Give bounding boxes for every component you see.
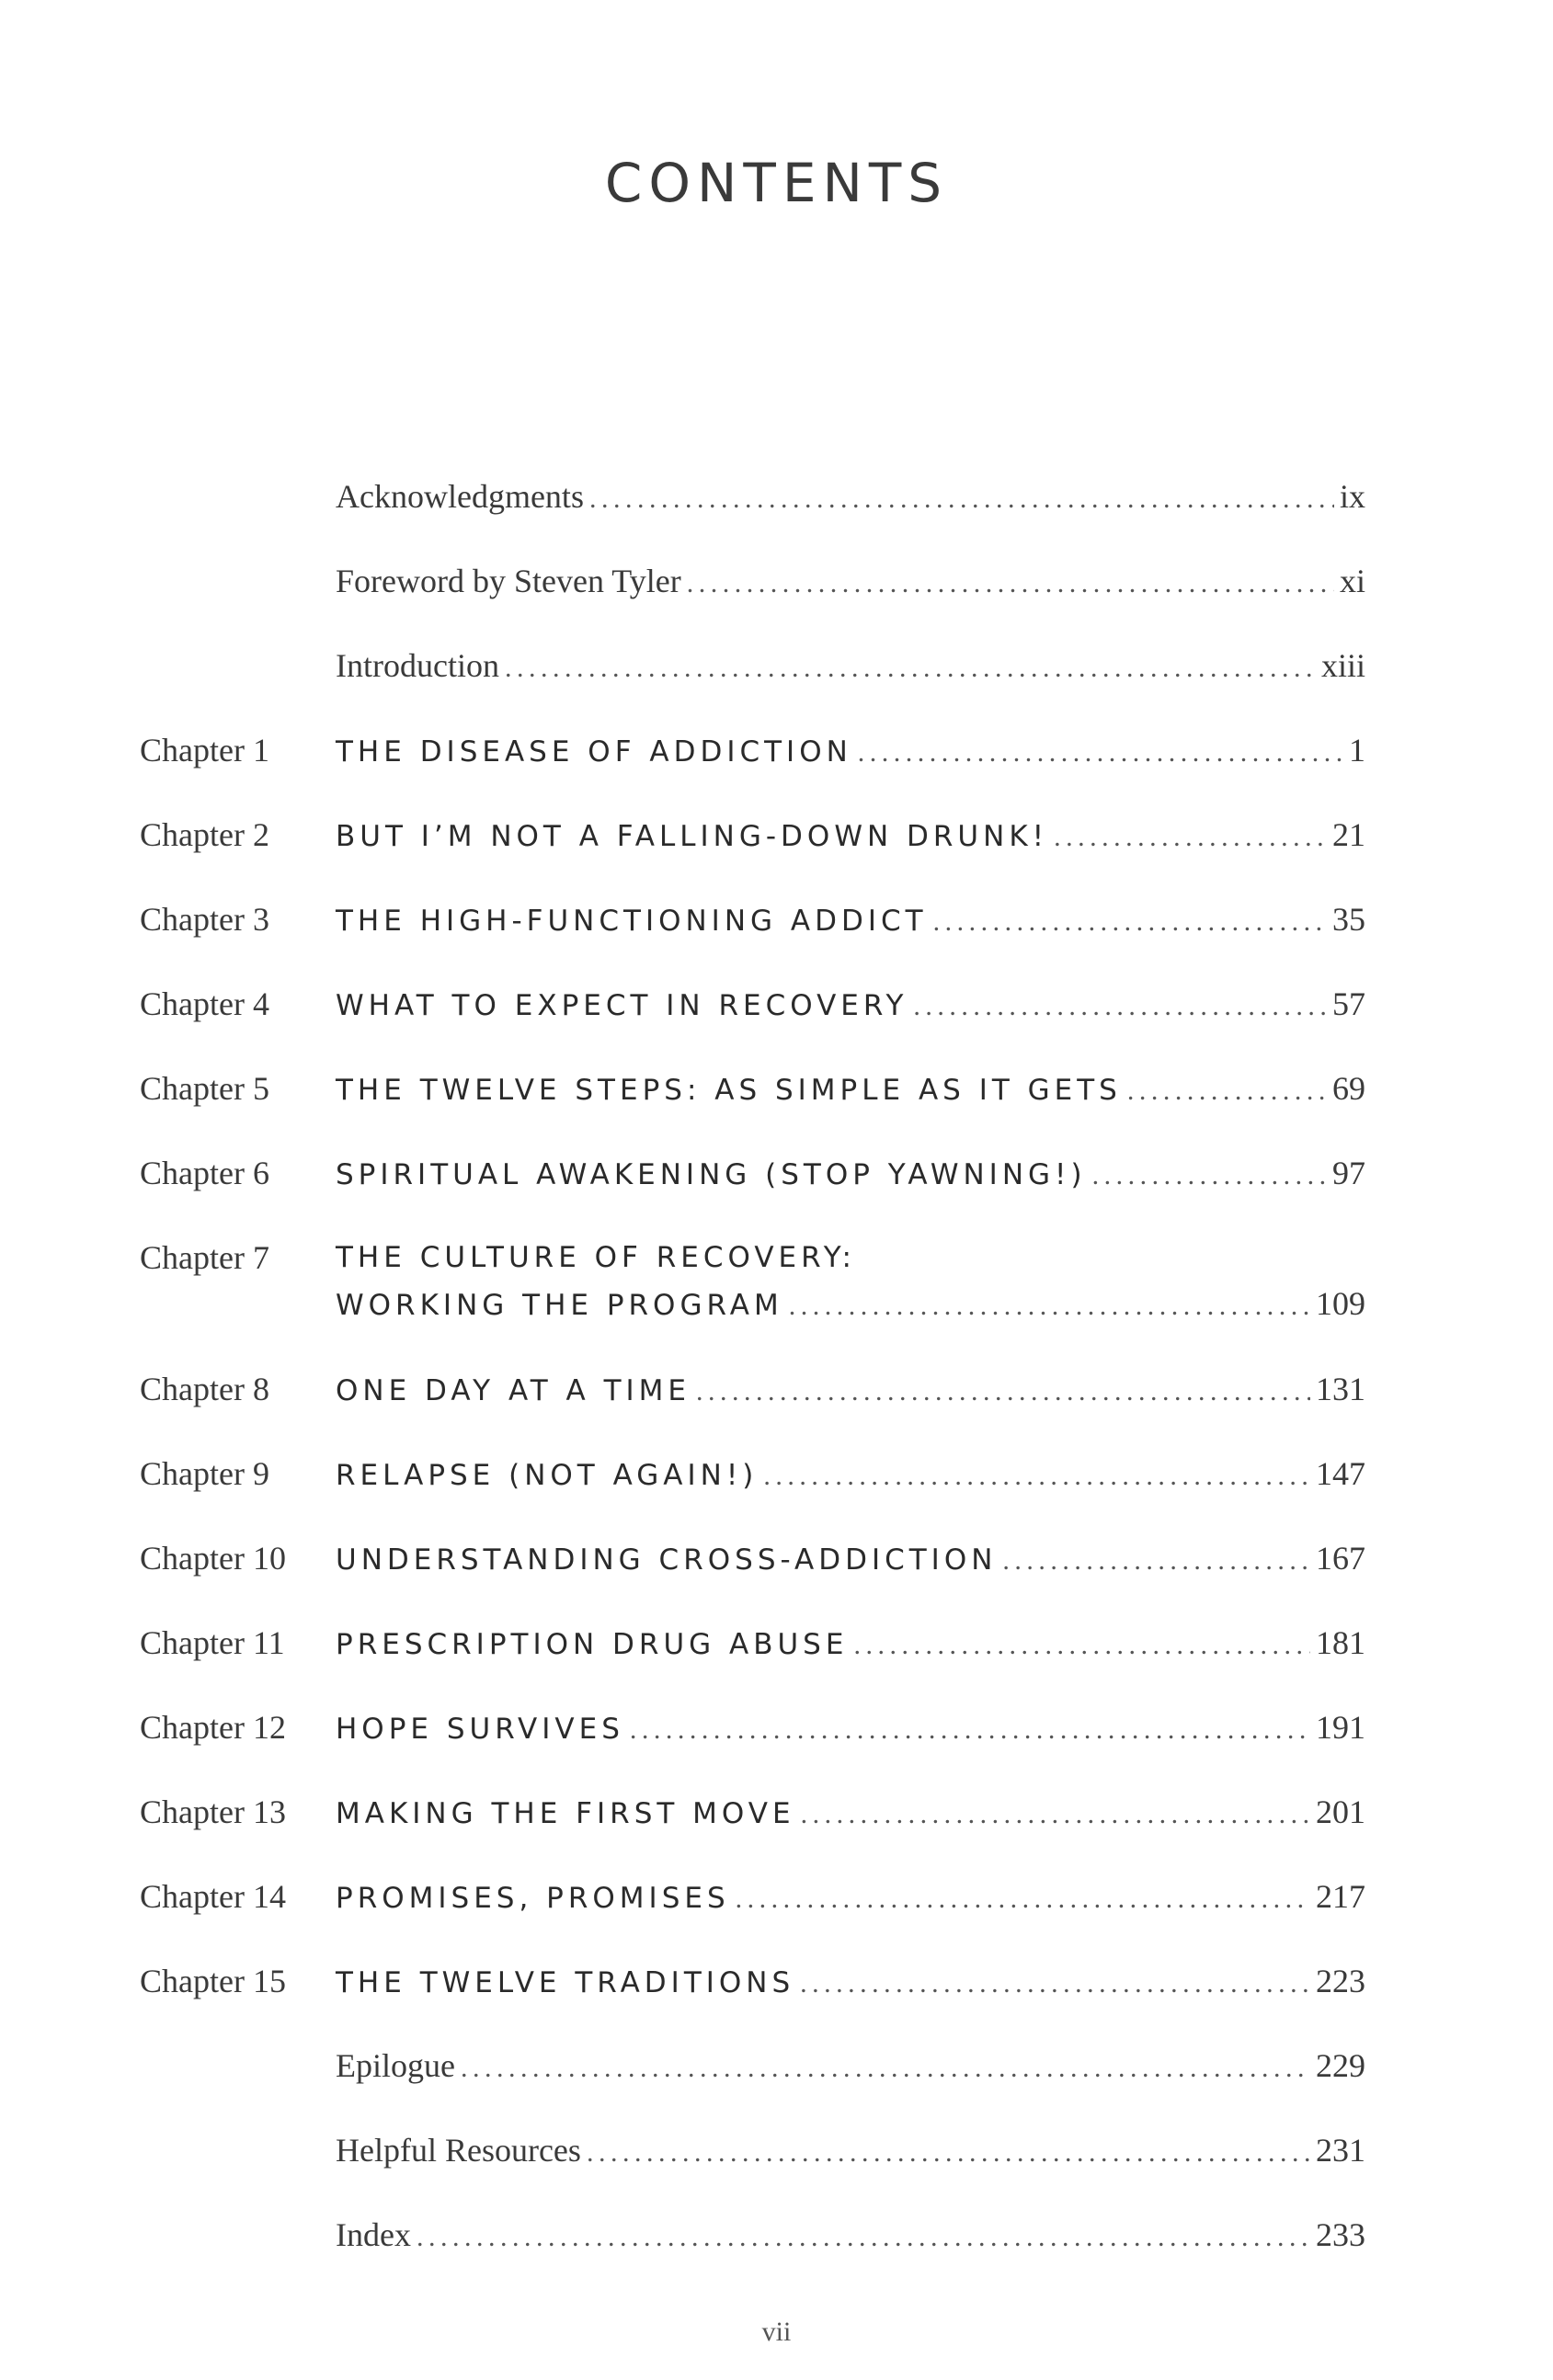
toc-page-number: 97 [1332,1155,1365,1191]
chapter-label: Chapter 7 [140,1239,269,1276]
toc-page-number: 57 [1332,985,1365,1022]
dot-leader [1127,1068,1327,1114]
chapter-title: SPIRITUAL AWAKENING (STOP YAWNING!) [336,1158,1087,1191]
chapter-label: Chapter 11 [140,1624,285,1661]
toc-page-number: 147 [1316,1455,1365,1492]
toc-page-number: xi [1339,563,1365,599]
toc-page-number: 181 [1316,1624,1365,1661]
toc-entry-line [336,1958,1365,2007]
chapter-title: ONE DAY AT A TIME [336,1374,691,1407]
chapter-title: THE DISEASE OF ADDICTION [336,735,852,769]
toc-page-number: 217 [1316,1878,1365,1915]
toc-entry-title: Epilogue [336,2047,455,2084]
dot-leader [461,2045,1310,2091]
dot-leader [1002,1538,1310,1584]
toc-entry-line [336,643,1365,691]
toc-page-number: 35 [1332,901,1365,938]
toc-entry-introduction[interactable] [0,643,1553,716]
chapter-label: Chapter 1 [140,732,269,769]
dot-leader [933,899,1327,945]
chapter-label: Chapter 15 [140,1963,286,1999]
toc-page-number: 109 [1316,1285,1365,1322]
dot-leader [913,984,1327,1030]
page-title: CONTENTS [604,152,949,214]
toc-page-number: 231 [1316,2132,1365,2169]
toc-entry-line [336,1281,1365,1329]
toc-entry-line [336,727,1365,776]
toc-entry-line [336,981,1365,1030]
toc-entry-line [336,473,1365,522]
toc-entry-chapter-1[interactable] [0,727,1553,801]
toc-entry-line [336,1873,1365,1922]
toc-entry-line [336,812,1365,860]
toc-entry-title: Index [336,2216,411,2253]
toc-page-number: 191 [1316,1709,1365,1746]
chapter-title: THE TWELVE STEPS: AS SIMPLE AS IT GETS [336,1074,1122,1107]
chapter-title: THE HIGH-FUNCTIONING ADDICT [336,905,928,938]
chapter-label: Chapter 12 [140,1709,286,1746]
toc-entry-line [336,2212,1365,2260]
toc-entry-chapter-7[interactable] [0,1235,1553,1354]
toc-page-number: 229 [1316,2047,1365,2084]
toc-page-number: 131 [1316,1371,1365,1407]
chapter-title: WHAT TO EXPECT IN RECOVERY [336,989,908,1022]
toc-page-number: 201 [1316,1794,1365,1830]
toc-page-number: 1 [1349,732,1365,769]
page-folio: vii [761,2317,792,2347]
toc-entry-helpful-resources[interactable] [0,2127,1553,2201]
chapter-label: Chapter 6 [140,1155,269,1191]
dot-leader [1092,1153,1327,1199]
chapter-title: BUT I’M NOT A FALLING-DOWN DRUNK! [336,820,1049,853]
toc-page-number: 223 [1316,1963,1365,1999]
toc-entry-index[interactable] [0,2212,1553,2285]
dot-leader [763,1453,1310,1499]
toc-entry-title: Introduction [336,647,499,684]
toc-entry-chapter-15[interactable] [0,1958,1553,2032]
chapter-title: HOPE SURVIVES [336,1713,624,1746]
dot-leader [417,2215,1310,2260]
toc-entry-line [336,1789,1365,1838]
chapter-title: THE TWELVE TRADITIONS [336,1966,795,1999]
chapter-label: Chapter 4 [140,985,269,1022]
toc-entry-epilogue[interactable] [0,2043,1553,2116]
toc-entry-chapter-11[interactable] [0,1620,1553,1693]
chapter-label: Chapter 8 [140,1371,269,1407]
chapter-title: RELAPSE (NOT AGAIN!) [336,1459,759,1492]
toc-entry-chapter-13[interactable] [0,1789,1553,1862]
toc-entry-line [336,2043,1365,2091]
chapter-label: Chapter 13 [140,1794,286,1830]
chapter-title-line-1: THE CULTURE OF RECOVERY: [336,1241,856,1274]
dot-leader [696,1369,1310,1415]
dot-leader [589,476,1334,522]
toc-entry-chapter-6[interactable] [0,1150,1553,1224]
dot-leader [505,645,1316,691]
toc-entry-chapter-5[interactable] [0,1065,1553,1139]
toc-entry-chapter-2[interactable] [0,812,1553,885]
chapter-title: MAKING THE FIRST MOVE [336,1797,795,1830]
toc-entry-line [336,1065,1365,1114]
toc-entry-chapter-14[interactable] [0,1873,1553,1947]
toc-entry-line [336,896,1365,945]
dot-leader [630,1707,1310,1753]
chapter-label: Chapter 10 [140,1540,286,1577]
toc-entry-title: Acknowledgments [336,478,584,515]
dot-leader [687,561,1334,607]
toc-entry-line [336,1704,1365,1753]
toc-entry-chapter-8[interactable] [0,1366,1553,1440]
dot-leader [736,1876,1310,1922]
toc-entry-acknowledgments[interactable] [0,473,1553,547]
dot-leader [800,1961,1310,2007]
toc-entry-title: Foreword by Steven Tyler [336,563,681,599]
dot-leader [587,2130,1310,2176]
toc-entry-foreword[interactable] [0,558,1553,632]
chapter-label: Chapter 5 [140,1070,269,1107]
toc-page-number: xiii [1320,647,1365,684]
toc-entry-chapter-4[interactable] [0,981,1553,1054]
dot-leader [789,1283,1310,1329]
toc-page-number: 233 [1316,2216,1365,2253]
toc-entry-chapter-9[interactable] [0,1451,1553,1524]
dot-leader [801,1792,1310,1838]
toc-entry-line [336,1150,1365,1199]
chapter-label: Chapter 3 [140,901,269,938]
toc-entry-chapter-3[interactable] [0,896,1553,970]
dot-leader [853,1623,1310,1668]
toc-page-number: 21 [1332,816,1365,853]
chapter-title: WORKING THE PROGRAM [336,1289,783,1322]
toc-entry-line [336,1366,1365,1415]
toc-entry-chapter-10[interactable] [0,1535,1553,1609]
toc-page-number: ix [1339,478,1365,515]
dot-leader [1054,814,1327,860]
chapter-label: Chapter 14 [140,1878,286,1915]
toc-entry-line [336,1451,1365,1499]
chapter-label: Chapter 9 [140,1455,269,1492]
dot-leader [858,730,1343,776]
chapter-label: Chapter 2 [140,816,269,853]
toc-entry-line [336,1620,1365,1668]
toc-entry-line [336,1535,1365,1584]
chapter-title: PRESCRIPTION DRUG ABUSE [336,1628,849,1661]
toc-page-number: 167 [1316,1540,1365,1577]
toc-entry-chapter-12[interactable] [0,1704,1553,1778]
toc-entry-line [336,2127,1365,2176]
chapter-title: UNDERSTANDING CROSS-ADDICTION [336,1543,998,1577]
toc-page-number: 69 [1332,1070,1365,1107]
chapter-title: PROMISES, PROMISES [336,1882,730,1915]
toc-entry-title: Helpful Resources [336,2132,581,2169]
toc-entry-line [336,558,1365,607]
